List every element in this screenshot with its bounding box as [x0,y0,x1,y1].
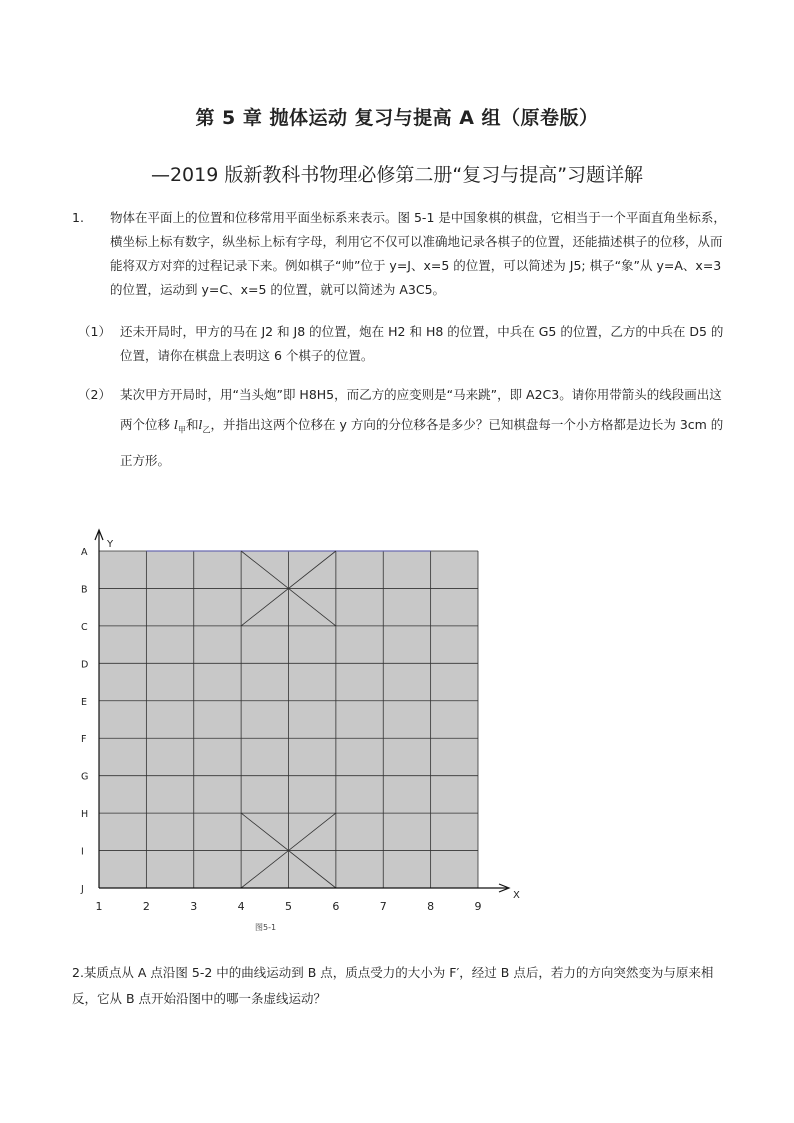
row-label: B [81,584,88,596]
column-label: 5 [285,900,292,913]
figure-caption: 图5-1 [255,923,277,932]
l-yi-subscript: 乙 [202,425,211,435]
row-label: A [81,547,88,558]
row-label: G [81,771,89,783]
question-1-number: 1. [72,210,84,225]
column-label: 7 [379,900,387,913]
row-label: J [81,884,84,895]
page-title: 第 5 章 抛体运动 复习与提高 A 组（原卷版） [195,107,599,129]
question-1-part-1-label: （1） [78,324,111,339]
part-2-text-b: ，并指出这两个位移在 y 方向的分位移各是多少？已知棋盘每一个小方格都是边长为 3cm 的正方形。 [120,417,724,468]
column-label: 9 [474,900,482,913]
x-axis-label: X [513,890,520,901]
row-label: H [81,809,89,821]
column-label: 4 [237,900,245,913]
column-label: 8 [427,900,435,913]
row-label: E [81,696,88,708]
column-label: 6 [332,900,340,913]
row-label: C [81,621,88,633]
row-label: I [81,846,84,858]
part-2-and: 和 [185,417,199,432]
column-label: 1 [95,900,103,913]
question-1-part-1-text: 还未开局时，甲方的马在 J2 和 J8 的位置，炮在 H2 和 H8 的位置，中兵在 G5 的位置，乙方的中兵在 D5 的位置，请你在棋盘上表明这 6 个棋子的位置。 [120,324,724,363]
y-axis-label: Y [107,539,114,550]
page-subtitle: —2019 版新教科书物理必修第二册“复习与提高”习题详解 [150,164,644,186]
l-jia-symbol: l [173,417,178,432]
question-1-part-2-label: （2） [78,387,111,402]
row-label: D [81,659,89,671]
l-yi-symbol: l [198,417,203,432]
part-2-text-a: 某次甲方开局时，用“当头炮”即 H8H5，而乙方的应变则是“马来跳”，即 A2C3。请你用带箭头的线段画出这两个位移 [120,387,722,432]
row-label: F [81,734,87,746]
column-label: 2 [142,900,150,913]
column-label: 3 [190,900,198,913]
question-1-text: 物体在平面上的位置和位移常用平面坐标系来表示。图 5-1 是中国象棋的棋盘，它相当于一个平面直角坐标系，横坐标上标有数字，纵坐标上标有字母，利用它不仅可以准确地记录各棋子的位置，还能描述棋子的位移，从而能将双方对弈的过程记录下来。例如棋子“帅”位于 y=J、x=5 的位置，可以简述为 J5; 棋子“象”从 y=A、x=3 的位置，运动到 y=C、x=5 的位置，就可以简述为 A3C5。 [110,210,726,297]
question-2-text: 2.某质点从 A 点沿图 5-2 中的曲线运动到 B 点，质点受力的大小为 F′，经过 B 点后，若力的方向突然变为与原来相反，它从 B 点开始沿图中的哪一条虚线运动？ [72,965,714,1006]
l-jia-subscript: 甲 [177,425,186,435]
